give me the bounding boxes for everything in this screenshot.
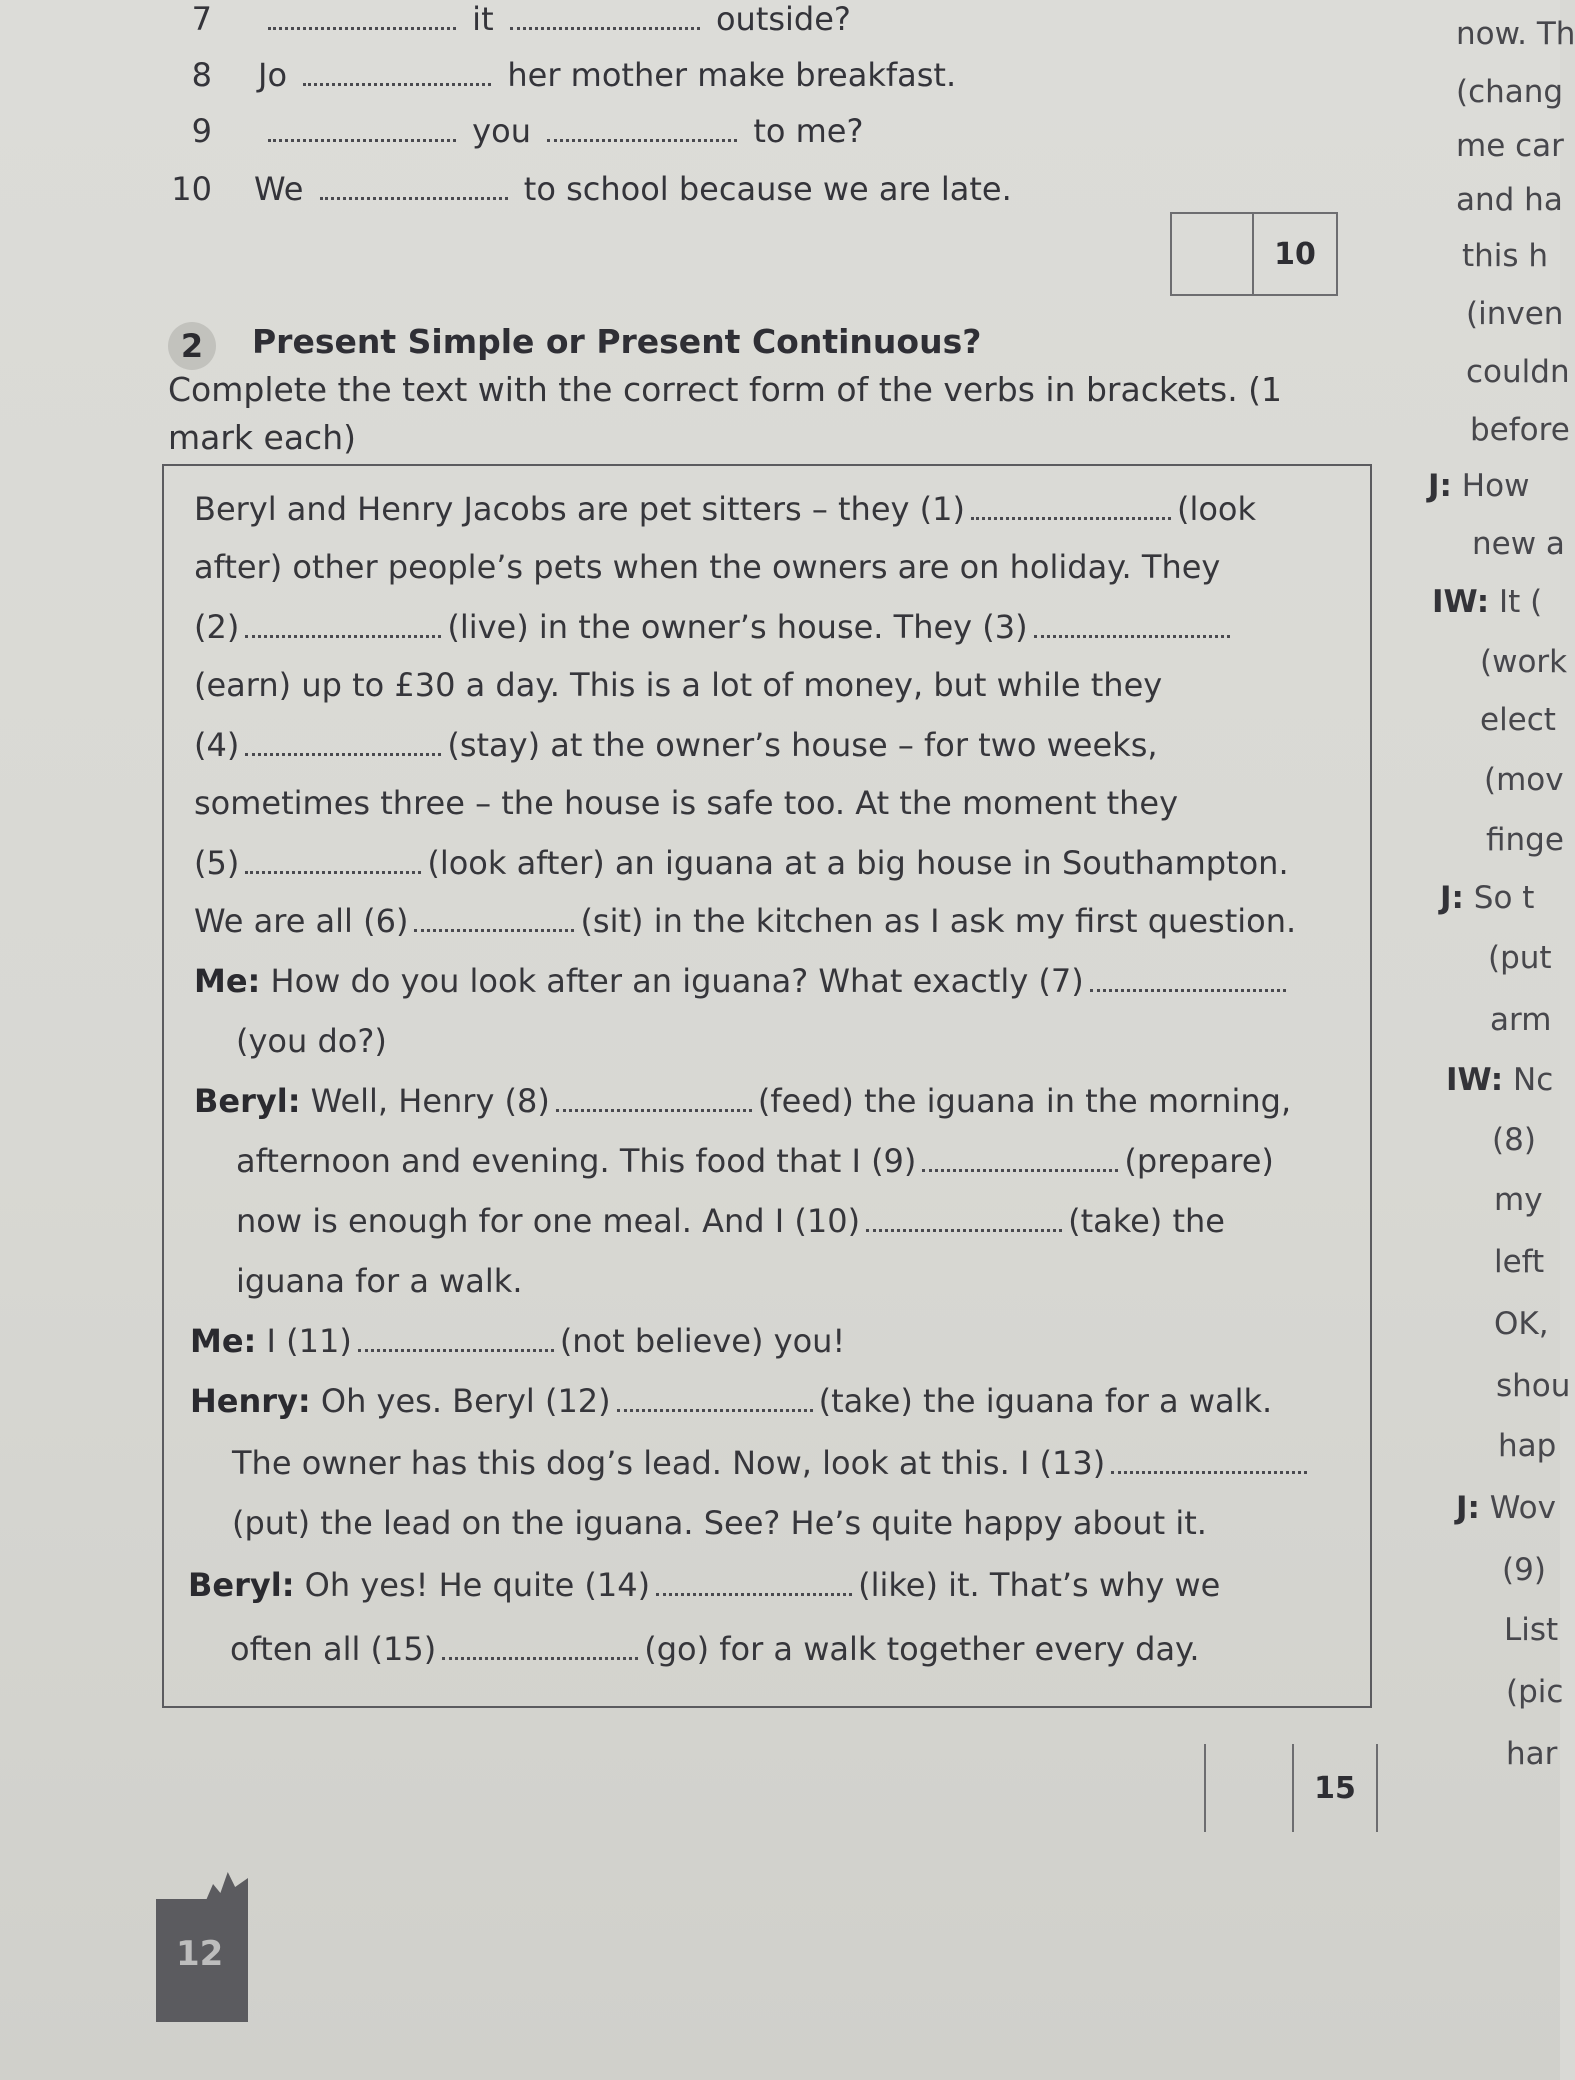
- side-line: OK,: [1494, 1306, 1549, 1342]
- line-text: Oh yes! He quite (14): [304, 1566, 651, 1604]
- answer-blank-4[interactable]: [245, 752, 441, 756]
- line-text: (5): [194, 844, 240, 882]
- answer-blank-7[interactable]: [1090, 988, 1286, 992]
- line-text: Oh yes. Beryl (12): [320, 1382, 611, 1420]
- answer-blank-8[interactable]: [556, 1108, 752, 1112]
- item-number: 8: [191, 56, 212, 94]
- item-text: to school because we are late.: [523, 170, 1012, 208]
- item-text: to me?: [753, 112, 864, 150]
- exercise-title: Present Simple or Present Continuous?: [252, 322, 982, 361]
- answer-blank-14[interactable]: [656, 1592, 852, 1596]
- answer-blank[interactable]: [268, 138, 456, 142]
- side-line: me car: [1456, 128, 1564, 164]
- side-line: (pic: [1506, 1674, 1564, 1710]
- side-line: before: [1470, 412, 1570, 448]
- line-text: (live) in the owner’s house. They (3): [447, 608, 1028, 646]
- line-text: (go) for a walk together every day.: [644, 1630, 1200, 1668]
- line-text: after) other people’s pets when the owners are on holiday. They: [194, 548, 1221, 586]
- line-text: (like) it. That’s why we: [858, 1566, 1221, 1604]
- line-text: (stay) at the owner’s house – for two weeks,: [447, 726, 1158, 764]
- score-input[interactable]: [1172, 214, 1254, 294]
- side-line: couldn: [1466, 354, 1570, 390]
- text-line-3: [194, 608, 1236, 646]
- side-line: (put: [1488, 940, 1552, 976]
- line-text: (you do?): [236, 1022, 387, 1060]
- answer-blank-1[interactable]: [971, 516, 1171, 520]
- line-text: We are all (6): [194, 902, 409, 940]
- text-line-6: [194, 784, 1178, 822]
- line-text: How do you look after an iguana? What exactly (7): [270, 962, 1084, 1000]
- exercise-instruction: Complete the text with the correct form of the verbs in brackets. (1 mark each): [168, 370, 1283, 457]
- side-line: my: [1494, 1182, 1543, 1218]
- side-line: J: So t: [1440, 880, 1535, 916]
- answer-blank[interactable]: [268, 26, 456, 30]
- text-line-11: [194, 1082, 1291, 1120]
- item-text: outside?: [715, 0, 851, 38]
- side-line: (8): [1492, 1122, 1536, 1158]
- line-text: (prepare): [1124, 1142, 1274, 1180]
- answer-blank[interactable]: [510, 26, 700, 30]
- side-line: (inven: [1466, 296, 1564, 332]
- text-line-4: [194, 666, 1162, 704]
- answer-blank[interactable]: [303, 82, 491, 86]
- item-text: her mother make breakfast.: [507, 56, 957, 94]
- answer-blank-9[interactable]: [922, 1168, 1118, 1172]
- answer-blank-13[interactable]: [1111, 1470, 1307, 1474]
- side-line: List: [1504, 1612, 1559, 1648]
- speaker-label: Beryl:: [194, 1082, 301, 1120]
- page-number: 12: [176, 1934, 224, 1974]
- line-text: (put) the lead on the iguana. See? He’s quite happy about it.: [232, 1504, 1207, 1542]
- line-text: Well, Henry (8): [310, 1082, 550, 1120]
- side-line: (work: [1480, 644, 1568, 680]
- answer-blank-12[interactable]: [617, 1408, 813, 1412]
- speaker-label: Me:: [194, 962, 261, 1000]
- speaker-label: Beryl:: [188, 1566, 295, 1604]
- text-line-14: [236, 1262, 522, 1300]
- item-text: Jo: [258, 56, 288, 94]
- line-text: (4): [194, 726, 240, 764]
- item-text: you: [472, 112, 531, 150]
- side-line: shou: [1496, 1368, 1571, 1404]
- answer-blank[interactable]: [547, 138, 737, 142]
- side-line: this h: [1462, 238, 1549, 274]
- line-text: now is enough for one meal. And I (10): [236, 1202, 861, 1240]
- line-text: sometimes three – the house is safe too. At the moment they: [194, 784, 1179, 822]
- side-line: IW: Nc: [1446, 1062, 1554, 1098]
- side-line: and ha: [1456, 182, 1563, 218]
- line-text: (feed) the iguana in the morning,: [757, 1082, 1292, 1120]
- line-text: often all (15): [230, 1630, 437, 1668]
- side-line: (9): [1502, 1552, 1546, 1588]
- side-line: finge: [1486, 822, 1564, 858]
- text-line-13: [236, 1202, 1225, 1240]
- speaker-label: Henry:: [190, 1382, 311, 1420]
- line-text: The owner has this dog’s lead. Now, look at this. I (13): [232, 1444, 1106, 1482]
- side-line: arm: [1490, 1002, 1552, 1038]
- text-line-7: [194, 844, 1289, 882]
- side-line: elect: [1480, 702, 1556, 738]
- score-total: 15: [1314, 1770, 1356, 1806]
- side-line: left: [1494, 1244, 1545, 1280]
- answer-blank-11[interactable]: [358, 1348, 554, 1352]
- side-line: new a: [1472, 526, 1565, 562]
- text-line-8: [194, 902, 1296, 940]
- speaker-label: Me:: [190, 1322, 257, 1360]
- text-line-18: [232, 1504, 1207, 1542]
- line-text: (look: [1176, 490, 1257, 528]
- score-input[interactable]: [1206, 1744, 1294, 1832]
- text-line-17: [232, 1444, 1313, 1482]
- line-text: (look after) an iguana at a big house in Southampton.: [427, 844, 1289, 882]
- line-text: (take) the: [1068, 1202, 1225, 1240]
- ex2-score-box: [1204, 1744, 1378, 1832]
- item-text: it: [472, 0, 494, 38]
- item-number: 10: [171, 170, 212, 208]
- ex1-score-box: [1170, 212, 1338, 296]
- text-line-9: [194, 962, 1292, 1000]
- line-text: (earn) up to £30 a day. This is a lot of money, but while they: [194, 666, 1163, 704]
- text-line-1: [194, 490, 1256, 528]
- side-line: (chang: [1456, 74, 1564, 110]
- text-line-20: [230, 1630, 1200, 1668]
- answer-blank-3[interactable]: [1034, 634, 1230, 638]
- answer-blank-15[interactable]: [442, 1656, 638, 1660]
- answer-blank-6[interactable]: [414, 928, 574, 932]
- text-line-12: [236, 1142, 1274, 1180]
- line-text: (sit) in the kitchen as I ask my first question.: [580, 902, 1297, 940]
- text-line-2: [194, 548, 1220, 586]
- line-text: afternoon and evening. This food that I (9): [236, 1142, 917, 1180]
- score-total: 10: [1274, 236, 1316, 272]
- answer-blank-2[interactable]: [245, 634, 441, 638]
- side-line: hap: [1498, 1428, 1557, 1464]
- line-text: iguana for a walk.: [236, 1262, 523, 1300]
- line-text: Beryl and Henry Jacobs are pet sitters – they (1): [194, 490, 965, 528]
- answer-blank-5[interactable]: [245, 870, 421, 874]
- text-line-5: [194, 726, 1158, 764]
- line-text: (not believe) you!: [559, 1322, 846, 1360]
- text-line-16: [190, 1382, 1272, 1420]
- text-line-10: [236, 1022, 387, 1060]
- text-line-19: [188, 1566, 1220, 1604]
- side-line: now. Th: [1456, 16, 1575, 52]
- exercise-number: 2: [168, 322, 216, 370]
- side-line: (mov: [1484, 762, 1564, 798]
- side-line: J: How: [1428, 468, 1530, 504]
- item-number: 9: [191, 112, 212, 150]
- item-text: We: [254, 170, 304, 208]
- line-text: (take) the iguana for a walk.: [818, 1382, 1273, 1420]
- side-line: J: Wov: [1456, 1490, 1556, 1526]
- answer-blank-10[interactable]: [866, 1228, 1062, 1232]
- item-number: 7: [191, 0, 212, 38]
- text-line-15: [190, 1322, 845, 1360]
- side-line: IW: It (: [1432, 584, 1543, 620]
- line-text: (2): [194, 608, 240, 646]
- answer-blank[interactable]: [320, 196, 508, 200]
- side-line: har: [1506, 1736, 1558, 1772]
- line-text: I (11): [266, 1322, 352, 1360]
